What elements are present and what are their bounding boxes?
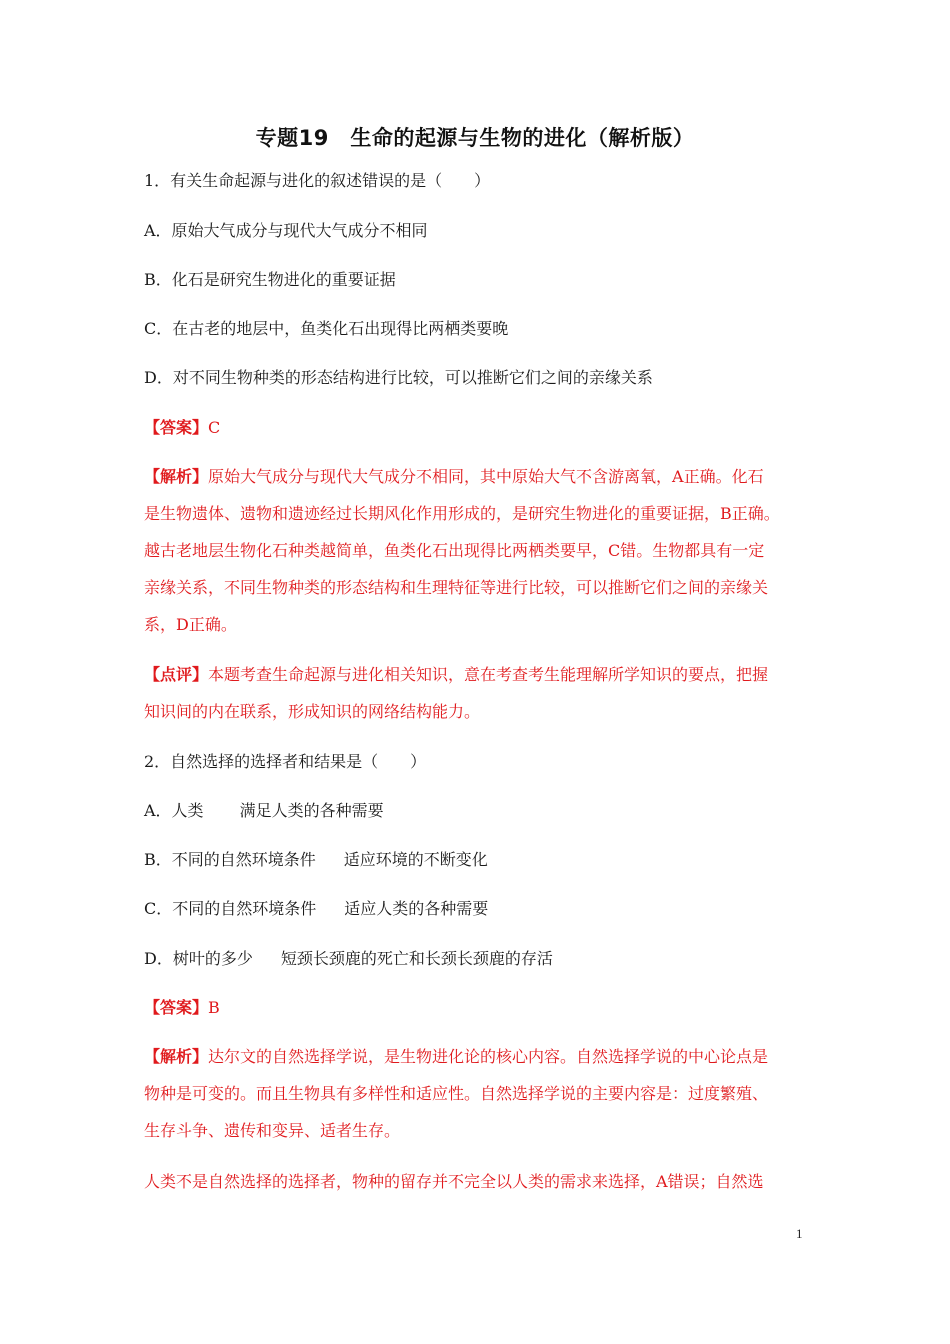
- comment-tag: 【点评】: [144, 665, 209, 684]
- question-2-continuation: 人类不是自然选择的选择者，物种的留存并不完全以人类的需求来选择，A错误；自然选: [144, 1172, 764, 1191]
- question-1-stem: 1．有关生命起源与进化的叙述错误的是（ ）: [144, 171, 491, 190]
- analysis-line: 生存斗争、遗传和变异、适者生存。: [144, 1121, 401, 1140]
- analysis-line: 是生物遗体、遗物和遗迹经过长期风化作用形成的，是研究生物进化的重要证据，B正确。: [144, 504, 780, 523]
- question-1-option-b: B．化石是研究生物进化的重要证据: [144, 270, 396, 289]
- analysis-line: 越古老地层生物化石种类越简单，鱼类化石出现得比两栖类要早，C错。生物都具有一定: [144, 541, 765, 560]
- document-title: 专题19 生命的起源与生物的进化（解析版）: [255, 126, 695, 150]
- question-2-option-b: B．不同的自然环境条件 适应环境的不断变化: [144, 850, 488, 869]
- question-2-option-a: A．人类 满足人类的各种需要: [144, 801, 384, 820]
- analysis-line: 【解析】达尔文的自然选择学说，是生物进化论的核心内容。自然选择学说的中心论点是: [144, 1047, 769, 1066]
- analysis-line: 【解析】原始大气成分与现代大气成分不相同，其中原始大气不含游离氧，A正确。化石: [144, 467, 764, 486]
- answer-tag: 【答案】: [144, 418, 209, 437]
- analysis-tag: 【解析】: [144, 1047, 209, 1066]
- question-2-analysis: [144, 1038, 816, 1149]
- answer-tag: 【答案】: [144, 998, 209, 1017]
- answer-value: B: [208, 998, 220, 1017]
- question-1-comment: [144, 656, 816, 730]
- analysis-tag: 【解析】: [144, 467, 209, 486]
- analysis-line: 物种是可变的。而且生物具有多样性和适应性。自然选择学说的主要内容是：过度繁殖、: [144, 1084, 769, 1103]
- page-number: 1: [796, 1226, 803, 1241]
- question-1-option-c: C．在古老的地层中，鱼类化石出现得比两栖类要晚: [144, 319, 509, 338]
- analysis-line: 亲缘关系，不同生物种类的形态结构和生理特征等进行比较，可以推断它们之间的亲缘关: [144, 578, 769, 597]
- answer-value: C: [208, 418, 221, 437]
- comment-line: 【点评】本题考查生命起源与进化相关知识，意在考查考生能理解所学知识的要点，把握: [144, 665, 769, 684]
- question-2-option-c: C．不同的自然环境条件 适应人类的各种需要: [144, 899, 489, 918]
- comment-line: 知识间的内在联系，形成知识的网络结构能力。: [144, 702, 481, 721]
- question-1-analysis: [144, 458, 816, 643]
- question-1-answer: [144, 409, 814, 446]
- question-2-option-d: D．树叶的多少 短颈长颈鹿的死亡和长颈长颈鹿的存活: [144, 949, 553, 968]
- question-1-option-d: D．对不同生物种类的形态结构进行比较，可以推断它们之间的亲缘关系: [144, 368, 653, 387]
- question-2-answer: [144, 989, 814, 1026]
- question-1-option-a: A．原始大气成分与现代大气成分不相同: [144, 221, 428, 240]
- question-2-stem: 2．自然选择的选择者和结果是（ ）: [144, 752, 427, 771]
- analysis-line: 系，D正确。: [144, 615, 237, 634]
